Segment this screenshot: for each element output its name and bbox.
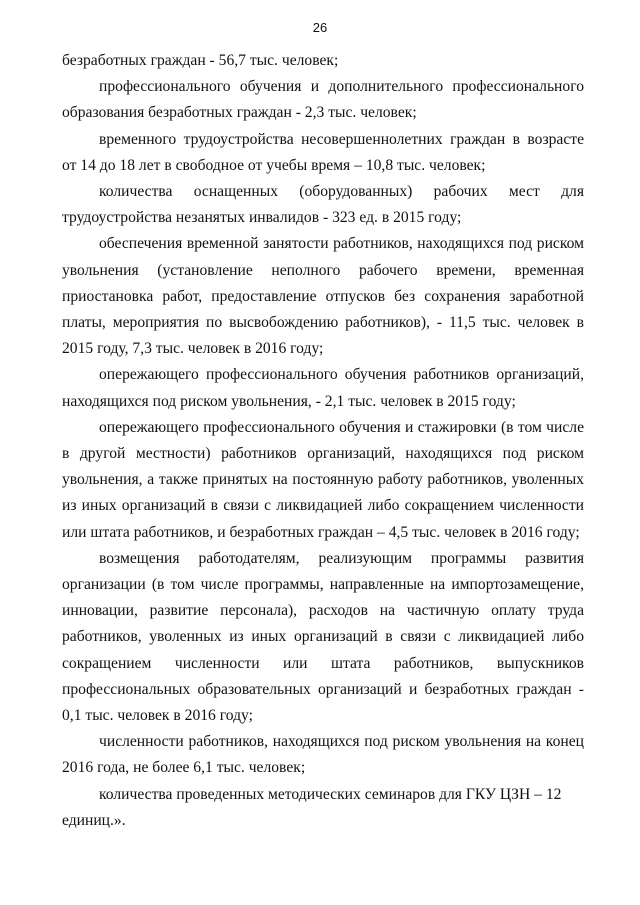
paragraph-professional-training: профессионального обучения и дополнительного профессионального образования безработных граждан - 2,3 тыс. человек;	[62, 78, 584, 122]
paragraph-disabled-workplaces: количества оснащенных (оборудованных) рабочих мест для трудоустройства незанятых инвалидов - 323 ед. в 2015 году;	[62, 183, 584, 227]
paragraph-seminars: количества проведенных методических семинаров для ГКУ ЦЗН – 12 единиц.».	[62, 785, 562, 829]
paragraph-unemployed-citizens: безработных граждан - 56,7 тыс. человек;	[62, 52, 339, 69]
document-body	[62, 48, 584, 834]
paragraph-advance-training-2015: опережающего профессионального обучения работников организаций, находящихся под риском увольнения, - 2,1 тыс. человек в 2015 году;	[62, 366, 584, 410]
paragraph-employer-compensation: возмещения работодателям, реализующим программы развития организации (в том числе программы, направленные на импортозамещение, инновации, развитие персонала), расходов на частичную оплату труда работников, уволенных из иных организаций в связи с ликвидацией либо сокращением численности или штата работников, выпускников профессиональных образовательных организаций и безработных граждан - 0,1 тыс. человек в 2016 году;	[62, 549, 584, 725]
page-number: 26	[312, 20, 328, 35]
paragraph-advance-training-2016: опережающего профессионального обучения и стажировки (в том числе в другой местности) работников организаций, находящихся под риском увольнения, а также принятых на постоянную работу работников, уволенных из иных организаций в связи с ликвидацией либо сокращением численности или штата работников, и безработных граждан – 4,5 тыс. человек в 2016 году;	[62, 418, 584, 541]
paragraph-temporary-employment: обеспечения временной занятости работников, находящихся под риском увольнения (установление неполного рабочего времени, временная приостановка работ, предоставление отпусков без сохранения заработной платы, мероприятия по высвобождению работников), - 11,5 тыс. человек в 2015 году, 7,3 тыс. человек в 2016 году;	[62, 235, 584, 358]
paragraph-workers-at-risk: численности работников, находящихся под риском увольнения на конец 2016 года, не более 6,1 тыс. человек;	[62, 733, 584, 777]
paragraph-minor-employment: временного трудоустройства несовершеннолетних граждан в возрасте от 14 до 18 лет в свободное от учебы время – 10,8 тыс. человек;	[62, 130, 584, 174]
